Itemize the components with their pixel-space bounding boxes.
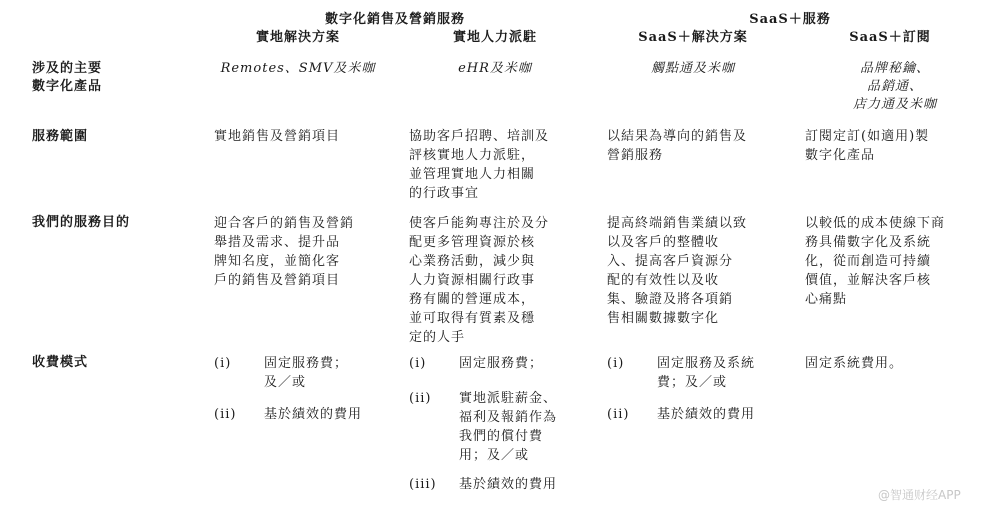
- cell-scope-saas-solutions: 以結果為導向的銷售及 營銷服務: [607, 129, 748, 163]
- fee-item-text: 固定服務及系統 費；及／或: [657, 356, 756, 390]
- cell-objective-onsite-staffing: 使客戶能夠專注於及分 配更多管理資源於核 心業務活動，減少與 人力資源相關行政事 務有關的營運成本， 並可取得有質素及穩 定的人手: [409, 216, 550, 345]
- cell-products-saas-subscription: 品牌秘鑰、 品銷通、 店力通及米咖: [852, 61, 937, 112]
- fee-item-number: (i): [607, 356, 625, 371]
- column-header-saas-solutions: SaaS＋解決方案: [638, 30, 748, 45]
- cell-products-onsite-staffing: eHR及米咖: [458, 61, 532, 76]
- watermark-text: @智通财经APP: [878, 488, 961, 502]
- fee-item: [409, 475, 594, 495]
- cell-scope-onsite-staffing: 協助客戶招聘、培訓及 評核實地人力派駐， 並管理實地人力相關 的行政事宜: [409, 129, 550, 201]
- fee-item: [409, 354, 594, 374]
- fee-item: [607, 354, 792, 394]
- fee-item: [607, 405, 792, 425]
- cell-scope-onsite-solutions: 實地銷售及營銷項目: [214, 129, 341, 144]
- fee-item-text: 基於績效的費用: [264, 407, 363, 422]
- group-header-digital-services: 數字化銷售及營銷服務: [324, 12, 465, 27]
- cell-objective-onsite-solutions: 迎合客戶的銷售及營銷 舉措及需求、提升品 牌知名度，並簡化客 戶的銷售及營銷項目: [214, 216, 355, 288]
- fee-item-text: 固定系統費用。: [805, 356, 904, 371]
- fee-item: [214, 405, 399, 425]
- fee-item-number: (iii): [409, 477, 437, 492]
- row-label-service-objective: 我們的服務目的: [32, 215, 131, 230]
- fee-item-number: (ii): [607, 407, 630, 422]
- fee-item-text: 基於績效的費用: [459, 477, 558, 492]
- fee-item-number: (ii): [409, 391, 432, 406]
- column-header-onsite-solutions: 實地解決方案: [255, 30, 340, 45]
- fee-item-number: (i): [214, 356, 232, 371]
- cell-objective-saas-subscription: 以較低的成本使線下商 務具備數字化及系統 化，從而創造可持續 價值，並解決客戶核 心痛點: [805, 216, 946, 307]
- cell-objective-saas-solutions: 提高終端銷售業績以致 以及客戶的整體收 入、提高客戶資源分 配的有效性以及收 集、驗證及將各項銷 售相關數據數字化: [607, 216, 748, 326]
- fee-item-text: 實地派駐薪金、 福利及報銷作為 我們的償付費 用；及／或: [459, 391, 558, 463]
- fee-item: [805, 354, 990, 374]
- fee-item-text: 固定服務費；: [459, 356, 544, 371]
- fee-item: [409, 389, 594, 469]
- row-label-service-scope: 服務範圍: [32, 129, 89, 144]
- column-header-onsite-staffing: 實地人力派駐: [452, 30, 537, 45]
- fee-item: [214, 354, 399, 394]
- row-label-fee-model: 收費模式: [32, 355, 89, 370]
- fee-item-number: (i): [409, 356, 427, 371]
- cell-products-onsite-solutions: Remotes、SMV及米咖: [220, 61, 376, 76]
- column-header-saas-subscription: SaaS＋訂閱: [849, 30, 931, 45]
- fee-item-text: 固定服務費； 及／或: [264, 356, 349, 390]
- fee-item-text: 基於績效的費用: [657, 407, 756, 422]
- cell-products-saas-solutions: 觸點通及米咖: [650, 61, 735, 76]
- cell-scope-saas-subscription: 訂閱定訂(如適用)製 數字化產品: [805, 129, 930, 163]
- row-label-products: 涉及的主要 數字化產品: [32, 61, 103, 94]
- fee-item-number: (ii): [214, 407, 237, 422]
- group-header-saas-services: SaaS＋服務: [749, 12, 831, 27]
